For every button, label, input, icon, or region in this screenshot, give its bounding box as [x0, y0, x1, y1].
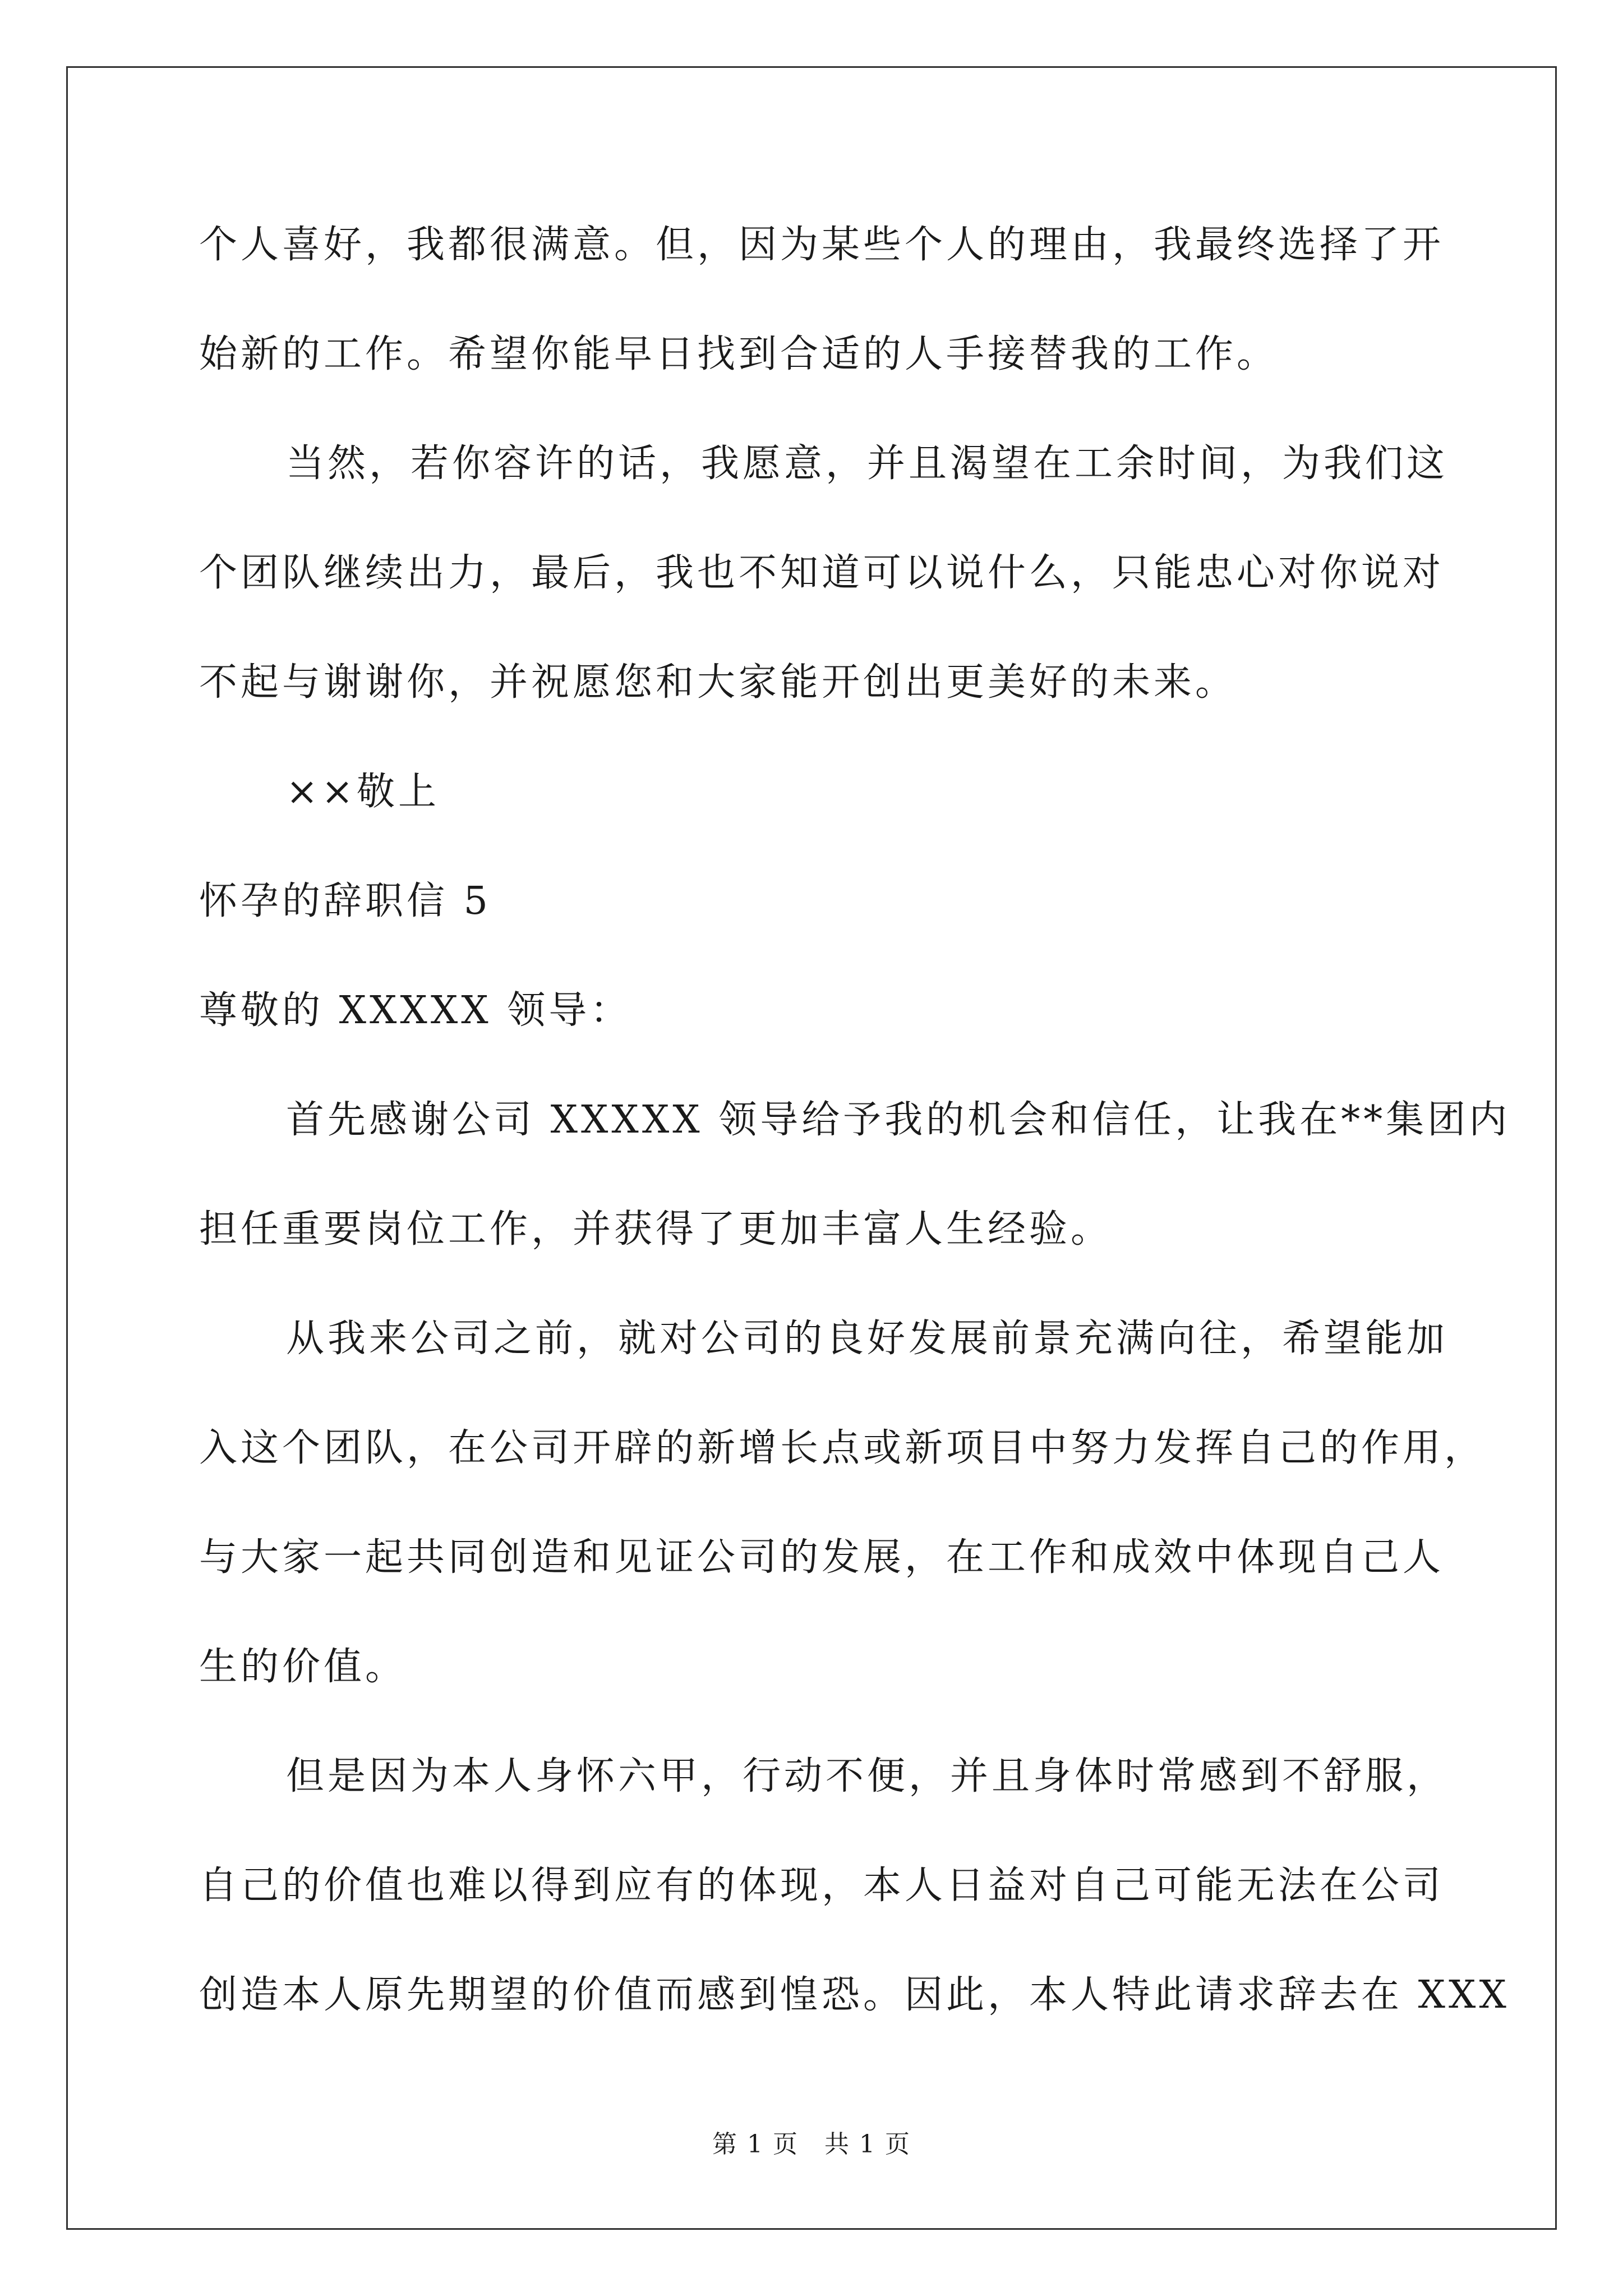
paragraph-line: 个团队继续出力，最后，我也不知道可以说什么，只能忠心对你说对 — [199, 551, 1445, 595]
paragraph-line: 与大家一起共同创造和见证公司的发展，在工作和成效中体现自己人 — [199, 1535, 1445, 1580]
paragraph-line: 个人喜好，我都很满意。但，因为某些个人的理由，我最终选择了开 — [199, 223, 1445, 267]
paragraph-line: 不起与谢谢你，并祝愿您和大家能开创出更美好的未来。 — [199, 660, 1237, 705]
section-title: 怀孕的辞职信 5 — [199, 879, 491, 923]
paragraph-line: 当然，若你容许的话，我愿意，并且渴望在工余时间，为我们这 — [286, 441, 1449, 486]
paragraph-line: 从我来公司之前，就对公司的良好发展前景充满向往，希望能加 — [286, 1317, 1449, 1361]
paragraph-line: 创造本人原先期望的价值而感到惶恐。因此，本人特此请求辞去在 XXX — [199, 1973, 1510, 2017]
paragraph-line: 自己的价值也难以得到应有的体现，本人日益对自己可能无法在公司 — [199, 1864, 1445, 1908]
salutation: 尊敬的 XXXXX 领导： — [199, 988, 632, 1033]
paragraph-line: 始新的工作。希望你能早日找到合适的人手接替我的工作。 — [199, 332, 1279, 376]
paragraph-line: 但是因为本人身怀六甲，行动不便，并且身体时常感到不舒服， — [286, 1754, 1449, 1798]
paragraph-line: 担任重要岗位工作，并获得了更加丰富人生经验。 — [199, 1207, 1113, 1251]
paragraph-line: 首先感谢公司 XXXXX 领导给予我的机会和信任，让我在**集团内 — [286, 1098, 1511, 1142]
signature-line: ××敬上 — [286, 770, 440, 814]
page-footer: 第 1 页 共 1 页 — [712, 2130, 911, 2159]
paragraph-line: 生的价值。 — [199, 1645, 407, 1689]
paragraph-line: 入这个团队，在公司开辟的新增长点或新项目中努力发挥自己的作用， — [199, 1426, 1486, 1470]
